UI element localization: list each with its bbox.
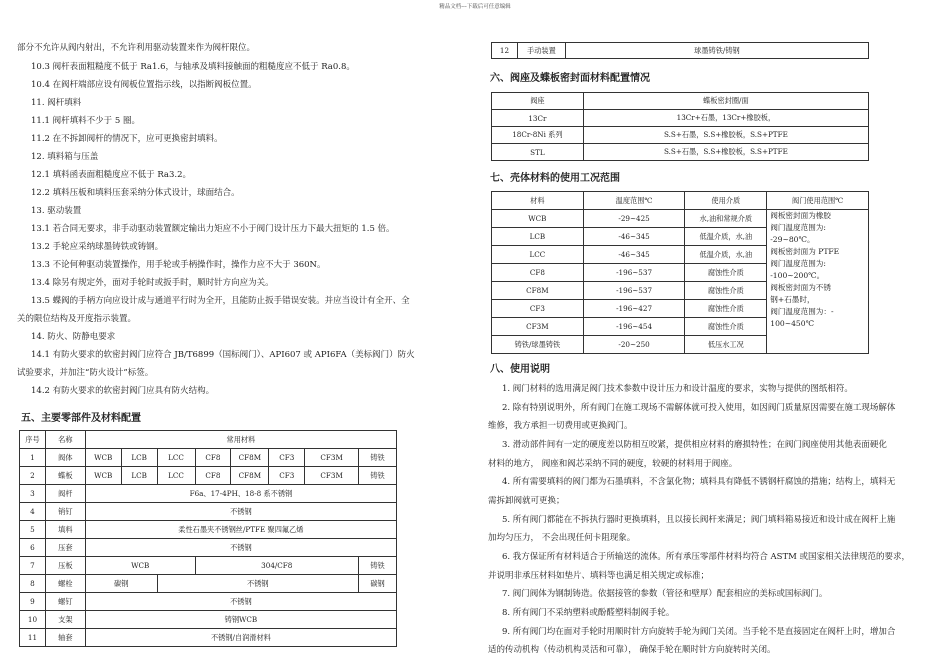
table-cell: WCB xyxy=(85,449,121,467)
table-cell: 低压水工况 xyxy=(685,336,767,354)
table-cell: 碳钢 xyxy=(85,575,157,593)
table-cell: 不锈钢/自润滑材料 xyxy=(85,629,396,647)
table-cell: 手动装置 xyxy=(517,43,565,59)
table-cell: 铸钢WCB xyxy=(85,611,396,629)
table-cell: 11 xyxy=(20,629,46,647)
table-cell: 18Cr-8Ni 系列 xyxy=(492,127,584,144)
table-cell: LCC xyxy=(157,467,195,485)
table-cell: LCC xyxy=(157,449,195,467)
table-cell: -196~427 xyxy=(583,300,685,318)
note-line: 4. 所有需要填料的阀门都为石墨填料，不含氯化物；填料具有降低不锈钢杆腐蚀的措施；结构上，填料无 xyxy=(502,477,896,487)
table-cell: 铸铁 xyxy=(359,467,397,485)
table-header-row xyxy=(492,192,869,210)
table-row xyxy=(20,521,397,539)
text-line: 10.3 阀杆表面粗糙度不低于 Ra1.6，与轴承及填料接触面的粗糙度应不低于 Ra0.8。 xyxy=(31,62,355,72)
table-cell: 不锈钢 xyxy=(85,593,396,611)
table-cell: CF3 xyxy=(269,467,305,485)
text-line: 关的限位结构及开度指示装置。 xyxy=(17,314,137,324)
table-cell: CF8M xyxy=(231,467,269,485)
table-row xyxy=(20,449,397,467)
table-cell: CF3M xyxy=(305,467,359,485)
table-row xyxy=(20,575,397,593)
note-line: 1. 阀门材料的选用满足阀门技术参数中设计压力和设计温度的要求，实物与提供的图纸相符。 xyxy=(502,384,853,394)
section-title: 六、阀座及蝶板密封面材料配置情况 xyxy=(490,73,650,84)
table-cell: -46~345 xyxy=(583,228,685,246)
table-cell: WCB xyxy=(492,210,584,228)
table-cell: 阀杆 xyxy=(45,485,85,503)
range-line: 阀门温度范围为: xyxy=(770,223,826,232)
table-cell: CF3M xyxy=(492,318,584,336)
table-cell: CF3 xyxy=(492,300,584,318)
note-line: 适的传动机构（传动机构灵活和可靠）， 确保手轮在顺时针方向旋转时关闭。 xyxy=(488,645,776,655)
text-line: 13.2 手轮应采纳球墨铸铁或铸钢。 xyxy=(31,242,164,252)
table-header: 名称 xyxy=(45,431,85,449)
note-line: 9. 所有阀门均在面对手轮时用顺时针方向旋转手轮为阀门关闭。当手轮不是直接固定在阀杆上时，增加合 xyxy=(502,627,896,637)
table-cell: 螺钉 xyxy=(45,593,85,611)
range-line: 100~450℃ xyxy=(770,319,815,328)
table-cell: 腐蚀性介质 xyxy=(685,318,767,336)
table-cell: 螺栓 xyxy=(45,575,85,593)
note-line: 需拆卸阀就可更换； xyxy=(488,496,565,506)
text-line: 14.2 有防火要求的软密封阀门应具有防火结构。 xyxy=(31,386,215,396)
note-line: 2. 除有特别说明外，所有阀门在施工现场不需解体就可投入使用，如因阀门质量原因需要在施工现场解体 xyxy=(502,403,896,413)
table-cell: -20~250 xyxy=(583,336,685,354)
text-line: 试验要求，并加注“防火设计”标签。 xyxy=(17,368,154,378)
text-line: 13.5 蝶阀的手柄方向应设计成与通道平行时为全开，且能防止扳手错误安装。并应当设计有全开、全 xyxy=(31,296,410,306)
table-cell: 6 xyxy=(20,539,46,557)
table-header: 常用材料 xyxy=(85,431,396,449)
note-line: 材料的地方， 阀座和阀芯采纳不同的硬度，较硬的材料用于阀座。 xyxy=(488,459,738,469)
table-cell: 碳钢 xyxy=(359,575,397,593)
table-cell: CF3M xyxy=(305,449,359,467)
table-row xyxy=(20,557,397,575)
table-header: 使用介质 xyxy=(685,192,767,210)
table-cell: CF8M xyxy=(492,282,584,300)
table-cell: 铸铁 xyxy=(359,449,397,467)
table-cell: -46~345 xyxy=(583,246,685,264)
section-title: 五、主要零部件及材料配置 xyxy=(21,413,141,424)
note-line: 维修，我方承担一切费用或更换阀门。 xyxy=(488,421,633,431)
table-cell: 蝶板 xyxy=(45,467,85,485)
table-cell: S.S+石墨，S.S+橡胶板，S.S+PTFE xyxy=(583,127,868,144)
range-line: 阀板密封面为 PTFE xyxy=(770,247,840,256)
table-header-row xyxy=(20,431,397,449)
table-cell: 柔性石墨夹不锈钢丝/PTFE 聚四氟乙烯 xyxy=(85,521,396,539)
note-line: 并说明非承压材料如垫片、填料等也满足相关规定或标准； xyxy=(488,571,710,581)
table-header: 阀座 xyxy=(492,93,584,110)
range-cell xyxy=(767,210,869,354)
table-cell: -196~537 xyxy=(583,264,685,282)
note-line: 加均匀压力， 不会出现任何卡阻现象。 xyxy=(488,533,636,543)
range-line: 阀板密封面为不锈 xyxy=(770,283,831,292)
text-line: 13. 驱动装置 xyxy=(31,206,82,216)
range-line: 阀板密封面为橡胶 xyxy=(770,211,831,220)
text-line: 11. 阀杆填料 xyxy=(31,98,82,108)
text-line: 13.4 除另有规定外，面对手轮时或扳手时，顺时针方向应为关。 xyxy=(31,278,274,288)
table-row xyxy=(20,611,397,629)
table-header: 温度范围℃ xyxy=(583,192,685,210)
table-cell: LCC xyxy=(492,246,584,264)
table-cell: CF8 xyxy=(195,467,231,485)
table-row xyxy=(492,110,869,127)
text-line: 13.1 若合同无要求，非手动驱动装置额定输出力矩应不小于阀门设计压力下最大扭矩的 1.5 倍。 xyxy=(31,224,395,234)
table-cell: 填料 xyxy=(45,521,85,539)
table-cell: 不锈钢 xyxy=(85,539,396,557)
text-line: 14. 防火、防静电要求 xyxy=(31,332,116,342)
table-cell: 支架 xyxy=(45,611,85,629)
note-line: 6. 我方保证所有材料适合于所输送的流体。所有承压零部件材料均符合 ASTM 或国家相关法律规范的要求， xyxy=(502,552,911,562)
table-cell: LCB xyxy=(121,449,157,467)
table-cell: 腐蚀性介质 xyxy=(685,300,767,318)
parts-table xyxy=(19,430,397,647)
table-cell: 压套 xyxy=(45,539,85,557)
table-cell: 压板 xyxy=(45,557,85,575)
table-cell: CF8M xyxy=(231,449,269,467)
table-cell: -196~537 xyxy=(583,282,685,300)
section-title: 八、使用说明 xyxy=(490,364,550,375)
table-cell: 9 xyxy=(20,593,46,611)
table-cell: CF8 xyxy=(195,449,231,467)
table-cell: -29~425 xyxy=(583,210,685,228)
table-cell: 3 xyxy=(20,485,46,503)
table-cell: 腐蚀性介质 xyxy=(685,282,767,300)
range-line: 阀门温度范围为: xyxy=(770,259,826,268)
table-cell: 2 xyxy=(20,467,46,485)
table-cell: 304/CF8 xyxy=(195,557,359,575)
table-header: 阀门使用范围℃ xyxy=(767,192,869,210)
table-row xyxy=(492,43,869,59)
table-cell: 不锈钢 xyxy=(85,503,396,521)
note-line: 3. 滑动部件间有一定的硬度差以防相互咬紧，提供相应材料的磨损特性；在阀门阀座使用其他表面硬化 xyxy=(502,440,887,450)
table-cell: 13Cr+石墨，13Cr+橡胶板， xyxy=(583,110,868,127)
table-header-row xyxy=(492,93,869,110)
table-cell: 水,油和常规介质 xyxy=(685,210,767,228)
text-line: 14.1 有防火要求的软密封阀门应符合 JB/T6899（国标阀门）、API607 或 API6FA（美标阀门）防火 xyxy=(31,350,415,360)
table-cell: WCB xyxy=(85,467,121,485)
note-line: 8. 所有阀门不采纳塑料或酚醛塑料制阀手轮。 xyxy=(502,608,675,618)
table-cell: 腐蚀性介质 xyxy=(685,264,767,282)
table-cell: S.S+石墨，S.S+橡胶板，S.S+PTFE xyxy=(583,144,868,161)
table-cell: STL xyxy=(492,144,584,161)
text-line: 12.2 填料压板和填料压套采纳分体式设计，球面结合。 xyxy=(31,188,240,198)
section-title: 七、壳体材料的使用工况范围 xyxy=(490,173,620,184)
range-line: 阀门温度范围为：- xyxy=(770,307,834,316)
table-cell: LCB xyxy=(121,467,157,485)
table-cell: 铸铁 xyxy=(359,557,397,575)
table-row xyxy=(20,593,397,611)
range-line: -29~80℃。 xyxy=(770,235,815,244)
table-cell: CF3 xyxy=(269,449,305,467)
note-line: 7. 阀门阀体为钢制铸造。依据接管的参数（管径和壁厚）配套相应的美标或国标阀门。 xyxy=(502,589,828,599)
table-cell: 低温介质，水,油 xyxy=(685,246,767,264)
parts-table-continued xyxy=(491,42,869,59)
range-line: 钢+石墨时， xyxy=(770,295,815,304)
table-cell: 13Cr xyxy=(492,110,584,127)
table-cell: 10 xyxy=(20,611,46,629)
table-cell: 8 xyxy=(20,575,46,593)
table-row xyxy=(20,539,397,557)
table-cell: 销钉 xyxy=(45,503,85,521)
table-cell: CF8 xyxy=(492,264,584,282)
range-line: -100~200℃。 xyxy=(770,271,825,280)
table-header: 蝶板密封圈/面 xyxy=(583,93,868,110)
text-line: 13.3 不论何种驱动装置操作，用手轮或手柄操作时，操作力应不大于 360N。 xyxy=(31,260,326,270)
table-cell: 7 xyxy=(20,557,46,575)
table-cell: 阀体 xyxy=(45,449,85,467)
note-line: 5. 所有阀门都能在不拆执行器时更换填料，且以接长阀杆来满足；阀门填料箱易接近和设计成在阀杆上施 xyxy=(502,515,896,525)
seat-table xyxy=(491,92,869,161)
table-cell: 球墨铸铁/铸钢 xyxy=(565,43,868,59)
table-cell: 12 xyxy=(492,43,518,59)
text-line: 10.4 在阀杆端部应设有阀板位置指示线，以指断阀板位置。 xyxy=(31,80,257,90)
table-row xyxy=(20,485,397,503)
table-header: 序号 xyxy=(20,431,46,449)
table-cell: 1 xyxy=(20,449,46,467)
table-cell: 轴套 xyxy=(45,629,85,647)
table-cell: 5 xyxy=(20,521,46,539)
table-cell: 铸铁/球墨铸铁 xyxy=(492,336,584,354)
text-line: 11.1 阀杆填料不少于 5 圈。 xyxy=(31,116,140,126)
table-row xyxy=(492,144,869,161)
text-line: 12. 填料箱与压盖 xyxy=(31,152,99,162)
table-cell: 低温介质，水,油 xyxy=(685,228,767,246)
table-row xyxy=(20,503,397,521)
table-cell: LCB xyxy=(492,228,584,246)
text-line: 11.2 在不拆卸阀杆的情况下，应可更换密封填料。 xyxy=(31,134,223,144)
table-cell: -196~454 xyxy=(583,318,685,336)
table-cell: F6a、17-4PH、18-8 系不锈钢 xyxy=(85,485,396,503)
table-row xyxy=(20,467,397,485)
table-cell: 不锈钢 xyxy=(157,575,358,593)
table-row xyxy=(20,629,397,647)
table-header: 材料 xyxy=(492,192,584,210)
table-cell: 4 xyxy=(20,503,46,521)
text-line: 部分不允许从阀内射出，不允许利用驱动装置来作为阀杆限位。 xyxy=(17,43,256,53)
table-row xyxy=(492,210,869,228)
text-line: 12.1 填料函表面粗糙度应不低于 Ra3.2。 xyxy=(31,170,192,180)
page-header: 精品文档---下载后可任意编辑 xyxy=(439,4,511,10)
shell-table xyxy=(491,191,869,354)
table-row xyxy=(492,127,869,144)
table-cell: WCB xyxy=(85,557,195,575)
